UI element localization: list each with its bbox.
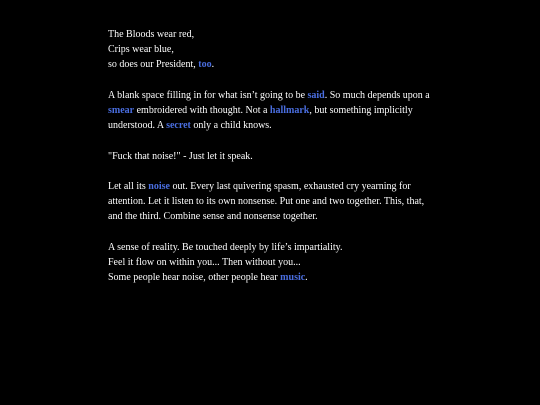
stanza-reality [108,240,438,286]
stanza-quote [108,149,438,164]
poem-text: A blank space filling in for what isn’t going to be [108,89,308,101]
poem-line [108,57,438,72]
poem-text: only a child knows. [190,120,272,132]
poem-line: "Fuck that noise!" - Just let it speak. [108,150,253,162]
poem-line: Feel it flow on within you... Then without you... [108,256,301,268]
link-hallmark[interactable]: hallmark [269,105,310,116]
poem-line: A sense of reality. Be touched deeply by life’s impartiality. [108,241,343,253]
stanza-noise [108,179,438,225]
poem-text: . So much depends upon a [324,89,430,101]
poem-body [108,27,438,301]
poem-text: . [211,59,215,71]
stanza-blank-space [108,88,438,134]
poem-line [108,270,438,285]
poem-text: embroidered with thought. Not a [134,105,270,116]
poem-line: Crips wear blue, [108,44,174,56]
link-too[interactable]: too [198,59,212,71]
poem-text: , but something implicitly understood. A [108,105,413,132]
poem-text: out. Every last quivering spasm, exhausted cry yearning for attention. Let it listen to its own nonsense. Put one and two together. This, that, and the third. Combine sense and nonsense together. [108,180,425,223]
link-said[interactable]: said [307,89,325,101]
link-noise[interactable]: noise [148,180,170,192]
poem-text: . [305,272,308,284]
link-smear[interactable]: smear [108,105,135,116]
poem-line: The Bloods wear red, [108,29,195,40]
link-music[interactable]: music [280,272,306,284]
link-secret[interactable]: secret [166,120,191,132]
poem-text: so does our President, [108,59,199,71]
stanza-colors [108,27,438,73]
poem-text: Let all its [108,180,149,192]
poem-text: Some people hear noise, other people hear [108,272,281,284]
